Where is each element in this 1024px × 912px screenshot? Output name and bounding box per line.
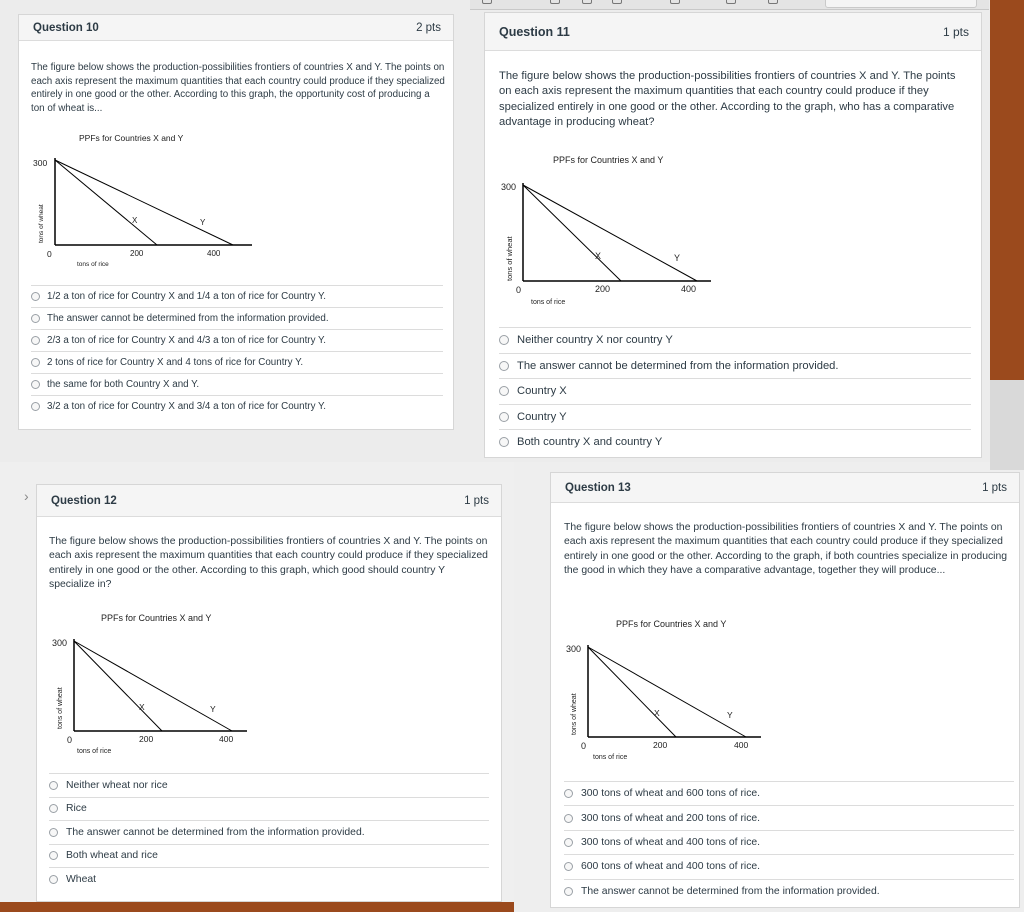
- answer-option[interactable]: [49, 797, 489, 821]
- answer-label: Country X: [517, 385, 567, 398]
- answer-label: Both country X and country Y: [517, 436, 663, 449]
- graph-x-axis-label: tons of rice: [77, 261, 109, 268]
- question-11-panel: [484, 12, 982, 458]
- graph-y-max-label: 300: [566, 644, 582, 654]
- question-12-title: Question 12: [51, 495, 117, 507]
- page-background-strip: [990, 380, 1024, 470]
- graph-x-tick-400: 400: [219, 734, 234, 744]
- radio-button[interactable]: [564, 887, 573, 896]
- question-12-text: The figure below shows the production-possibilities frontiers of countries X and Y. The points on each axis represent the maximum quantities that each country could produce if they specialized entirely in one good or the other. According to this graph, which good should country Y specialize in?: [49, 536, 488, 591]
- toolbar-icon-2[interactable]: [550, 0, 560, 4]
- graph-x-tick-200: 200: [595, 284, 611, 294]
- radio-button[interactable]: [31, 358, 40, 367]
- graph-x-tick-400: 400: [207, 249, 221, 258]
- question-13-text: The figure below shows the production-possibilities frontiers of countries X and Y. The points on each axis represent the maximum quantities that each country could produce if they specialized entirely in one good or the other. According to the graph, if both countries specialize in producing the good in which they have a comparative advantage, together they will produce...: [564, 522, 1008, 577]
- radio-button[interactable]: [49, 851, 58, 860]
- radio-button[interactable]: [564, 814, 573, 823]
- ppf-line-y: [55, 160, 233, 245]
- ppf-line-x: [74, 641, 162, 731]
- radio-button[interactable]: [499, 386, 509, 396]
- ppf-label-x: X: [595, 251, 602, 261]
- answer-label: 300 tons of wheat and 600 tons of rice.: [581, 788, 761, 800]
- answer-label: 2/3 a ton of rice for Country X and 4/3 a ton of rice for Country Y.: [47, 335, 327, 346]
- ppf-label-y: Y: [210, 704, 216, 714]
- question-10-panel: [18, 14, 454, 430]
- question-12-answers: [49, 773, 489, 891]
- graph-title: PPFs for Countries X and Y: [616, 619, 727, 629]
- radio-button[interactable]: [564, 862, 573, 871]
- ppf-label-x: X: [654, 708, 660, 718]
- graph-y-axis-label: tons of wheat: [505, 236, 514, 281]
- graph-x-axis-label: tons of rice: [593, 754, 628, 761]
- graph-origin-label: 0: [516, 285, 522, 295]
- answer-option[interactable]: [564, 879, 1014, 903]
- answer-label: 1/2 a ton of rice for Country X and 1/4 a ton of rice for Country Y.: [47, 291, 327, 302]
- answer-label: 300 tons of wheat and 400 tons of rice.: [581, 836, 761, 848]
- question-11-text: The figure below shows the production-possibilities frontiers of countries X and Y. The points on each axis represent the maximum quantities that each country could produce if they specialized entirely in one good or the other. According to the graph, who has a comparative advantage in producing wheat?: [499, 70, 956, 129]
- answer-option[interactable]: [31, 373, 443, 395]
- question-12-header: [37, 485, 501, 517]
- radio-button[interactable]: [499, 361, 509, 371]
- answer-label: Neither country X nor country Y: [517, 334, 673, 347]
- question-11-answers: [499, 327, 971, 455]
- question-13-title: Question 13: [565, 482, 631, 494]
- answer-label: the same for both Country X and Y.: [47, 379, 200, 390]
- question-11-header: [485, 13, 981, 51]
- answer-option[interactable]: [49, 844, 489, 868]
- radio-button[interactable]: [31, 402, 40, 411]
- answer-option[interactable]: [31, 307, 443, 329]
- search-input[interactable]: [825, 0, 977, 8]
- ppf-label-x: X: [132, 216, 138, 225]
- graph-title: PPFs for Countries X and Y: [553, 155, 664, 165]
- answer-label: The answer cannot be determined from the information provided.: [47, 313, 329, 324]
- answer-option[interactable]: [31, 329, 443, 351]
- answer-option[interactable]: [499, 404, 971, 430]
- graph-x-axis-label: tons of rice: [531, 299, 566, 306]
- radio-button[interactable]: [31, 314, 40, 323]
- answer-option[interactable]: [564, 854, 1014, 878]
- graph-y-axis-label: tons of wheat: [38, 204, 45, 243]
- ppf-line-y: [523, 185, 697, 281]
- radio-button[interactable]: [499, 412, 509, 422]
- answer-label: Wheat: [66, 873, 97, 885]
- radio-button[interactable]: [49, 781, 58, 790]
- answer-label: 300 tons of wheat and 200 tons of rice.: [581, 812, 761, 824]
- graph-y-max-label: 300: [33, 158, 48, 168]
- radio-button[interactable]: [49, 828, 58, 837]
- answer-label: 2 tons of rice for Country X and 4 tons of rice for Country Y.: [47, 357, 304, 368]
- answer-label: Rice: [66, 803, 87, 815]
- question-10-answers: [31, 285, 443, 417]
- ppf-line-x: [523, 185, 621, 281]
- graph-x-axis-label: tons of rice: [77, 748, 112, 755]
- radio-button[interactable]: [49, 875, 58, 884]
- radio-button[interactable]: [31, 292, 40, 301]
- question-10-text: The figure below shows the production-possibilities frontiers of countries X and Y. The points on each axis represent the maximum quantities that each country could produce if they specialized entirely in one good or the other. According to this graph, the opportunity cost of producing a ton of wheat is...: [31, 62, 445, 114]
- answer-label: The answer cannot be determined from the information provided.: [66, 826, 365, 838]
- graph-y-max-label: 300: [52, 638, 68, 648]
- answer-option[interactable]: [49, 867, 489, 891]
- question-11-title: Question 11: [499, 25, 570, 39]
- graph-x-tick-400: 400: [681, 284, 697, 294]
- answer-option[interactable]: [31, 285, 443, 307]
- answer-label: Both wheat and rice: [66, 850, 158, 862]
- radio-button[interactable]: [499, 335, 509, 345]
- answer-option[interactable]: [499, 353, 971, 379]
- answer-option[interactable]: [564, 805, 1014, 829]
- toolbar-icon-7[interactable]: [768, 0, 778, 4]
- answer-label: The answer cannot be determined from the information provided.: [517, 359, 839, 372]
- answer-label: Country Y: [517, 410, 567, 423]
- radio-button[interactable]: [564, 838, 573, 847]
- question-12-points: 1 pts: [464, 495, 489, 507]
- ppf-line-x: [588, 647, 676, 737]
- question-11-graph: [495, 153, 755, 313]
- question-11-points: 1 pts: [942, 25, 969, 39]
- radio-button[interactable]: [499, 437, 509, 447]
- toolbar-icon-6[interactable]: [726, 0, 736, 4]
- question-10-title: Question 10: [33, 22, 99, 34]
- ppf-label-y: Y: [727, 710, 733, 720]
- graph-origin-label: 0: [581, 741, 587, 751]
- radio-button[interactable]: [31, 380, 40, 389]
- ppf-label-x: X: [139, 702, 145, 712]
- question-10-points: 2 pts: [416, 22, 441, 34]
- answer-option[interactable]: [49, 820, 489, 844]
- answer-label: 600 tons of wheat and 400 tons of rice.: [581, 861, 761, 873]
- answer-option[interactable]: [31, 351, 443, 373]
- question-12-panel: [36, 484, 502, 902]
- answer-option[interactable]: [564, 781, 1014, 805]
- ppf-label-y: Y: [674, 253, 681, 263]
- graph-origin-label: 0: [47, 249, 52, 259]
- graph-y-max-label: 300: [501, 182, 517, 192]
- graph-y-axis-label: tons of wheat: [57, 687, 64, 729]
- answer-label: The answer cannot be determined from the information provided.: [581, 885, 880, 897]
- question-13-points: 1 pts: [982, 482, 1007, 494]
- chevron-left-icon[interactable]: ›: [24, 488, 29, 504]
- ppf-label-y: Y: [200, 218, 206, 227]
- ppf-line-x: [55, 160, 157, 245]
- answer-option[interactable]: [499, 327, 971, 353]
- graph-x-tick-200: 200: [139, 734, 154, 744]
- answer-option[interactable]: [564, 830, 1014, 854]
- question-10-header: [19, 15, 453, 41]
- question-13-header: [551, 473, 1019, 503]
- graph-x-tick-400: 400: [734, 740, 749, 750]
- question-13-answers: [564, 781, 1014, 903]
- ppf-line-y: [588, 647, 746, 737]
- radio-button[interactable]: [564, 789, 573, 798]
- toolbar-icon-3[interactable]: [582, 0, 592, 4]
- radio-button[interactable]: [49, 804, 58, 813]
- graph-y-axis-label: tons of wheat: [571, 693, 578, 735]
- answer-option[interactable]: [31, 395, 443, 417]
- question-13-panel: [550, 472, 1020, 908]
- answer-option[interactable]: [49, 773, 489, 797]
- toolbar-icon-5[interactable]: [670, 0, 680, 4]
- toolbar-icon-1[interactable]: [482, 0, 492, 4]
- answer-label: 3/2 a ton of rice for Country X and 3/4 a ton of rice for Country Y.: [47, 401, 327, 412]
- answer-label: Neither wheat nor rice: [66, 779, 168, 791]
- graph-x-tick-200: 200: [130, 249, 144, 258]
- graph-title: PPFs for Countries X and Y: [101, 613, 212, 623]
- answer-option[interactable]: [499, 378, 971, 404]
- graph-title: PPFs for Countries X and Y: [79, 133, 184, 143]
- question-12-graph: [47, 611, 287, 761]
- radio-button[interactable]: [31, 336, 40, 345]
- toolbar-icon-4[interactable]: [612, 0, 622, 4]
- answer-option[interactable]: [499, 429, 971, 455]
- graph-x-tick-200: 200: [653, 740, 668, 750]
- ppf-line-y: [74, 641, 232, 731]
- question-13-graph: [561, 617, 801, 767]
- question-10-graph: [17, 131, 257, 273]
- graph-origin-label: 0: [67, 735, 73, 745]
- browser-toolbar: [470, 0, 989, 10]
